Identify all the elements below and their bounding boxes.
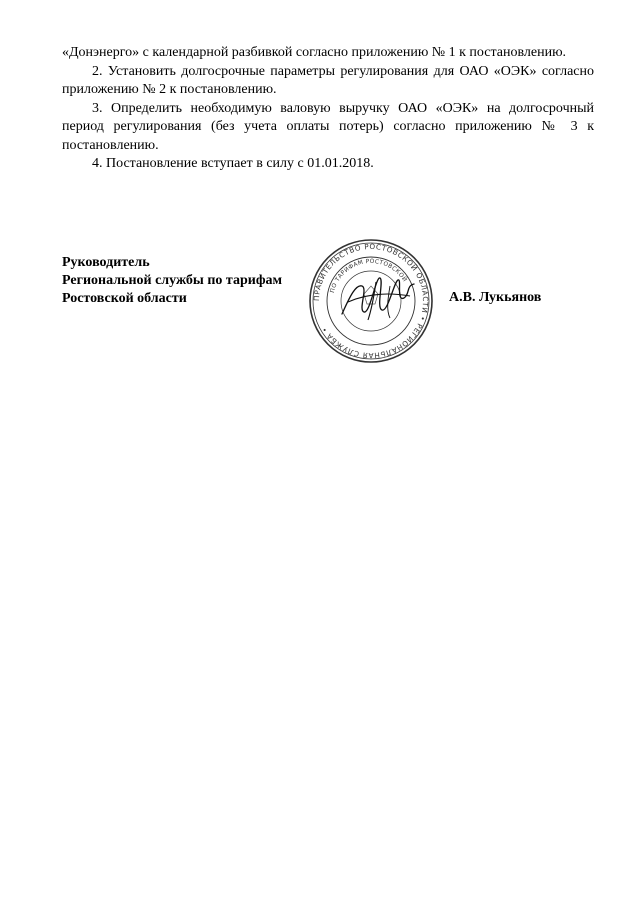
paragraph-item-4: 4. Постановление вступает в силу с 01.01.2018. — [92, 156, 374, 171]
signer-name: А.В. Лукьянов — [449, 290, 542, 305]
paragraph-item-2: 2. Установить долгосрочные параметры регулирования для ОАО «ОЭК» согласно приложению № 2 к постановлению. — [62, 63, 594, 97]
official-seal-stamp — [306, 236, 436, 366]
seal-outer-text: ПРАВИТЕЛЬСТВО РОСТОВСКОЙ ОБЛАСТИ • РЕГИОНАЛЬНАЯ СЛУЖБА • — [311, 241, 431, 361]
seal-with-signature-icon — [306, 236, 436, 366]
seal-inner-text: ПО ТАРИФАМ РОСТОВСКОЙ — [329, 258, 408, 294]
document-body — [62, 44, 594, 174]
paragraph-continuation: «Донэнерго» с календарной разбивкой согласно приложению № 1 к постановлению. — [62, 45, 567, 60]
signatory-title — [62, 254, 282, 308]
signatory-title-line-1: Руководитель — [62, 255, 150, 270]
signatory-title-line-2: Региональной службы по тарифам — [62, 273, 283, 288]
handwritten-signature — [342, 278, 414, 314]
signatory-title-line-3: Ростовской области — [62, 291, 187, 306]
paragraph-item-3: 3. Определить необходимую валовую выручку ОАО «ОЭК» на долгосрочный период регулирования (без учета оплаты потерь) согласно приложению № 3 к постановлению. — [62, 100, 594, 153]
